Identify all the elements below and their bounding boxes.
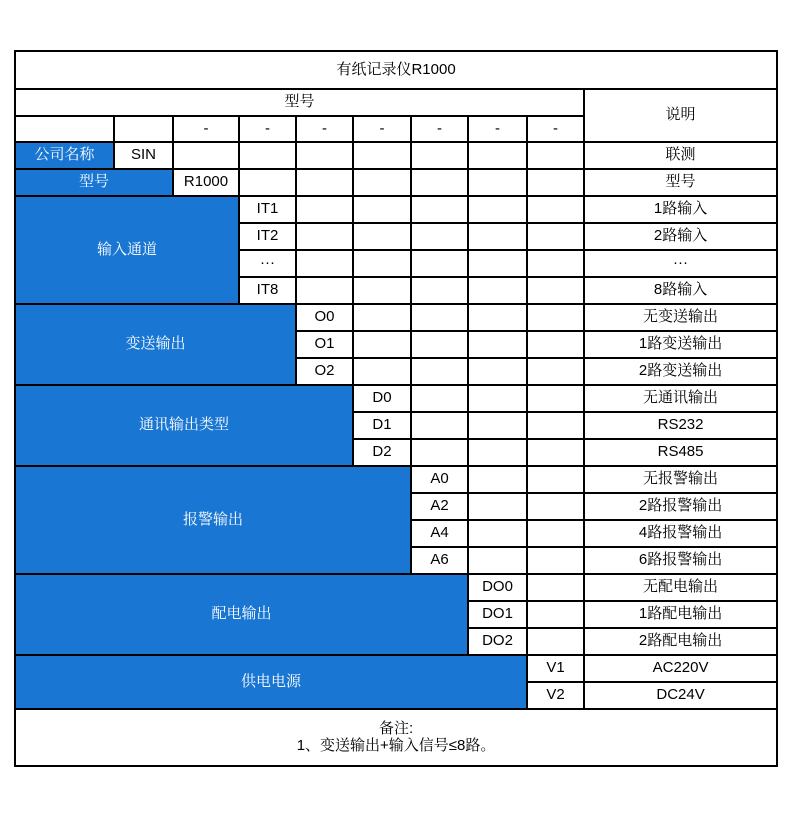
power-supply-row — [15, 655, 777, 682]
code-cell: ··· — [239, 250, 296, 277]
alarm-output-row — [15, 466, 777, 493]
empty-cell — [296, 277, 353, 304]
code-cell: D2 — [353, 439, 411, 466]
empty-cell — [296, 250, 353, 277]
code-cell-model: R1000 — [173, 169, 239, 196]
empty-cell — [527, 628, 584, 655]
empty-cell — [114, 116, 173, 142]
empty-cell — [527, 331, 584, 358]
dash-cell: - — [411, 116, 468, 142]
description-cell: 4路报警输出 — [584, 520, 777, 547]
empty-cell — [527, 169, 584, 196]
header-row — [15, 89, 777, 116]
empty-cell — [468, 385, 527, 412]
empty-cell — [411, 358, 468, 385]
empty-cell — [468, 493, 527, 520]
dash-cell: - — [353, 116, 411, 142]
empty-cell — [527, 466, 584, 493]
model-selection-table — [14, 50, 778, 767]
description-cell: 1路输入 — [584, 196, 777, 223]
empty-cell — [527, 574, 584, 601]
description-cell: 2路配电输出 — [584, 628, 777, 655]
model-row — [15, 169, 777, 196]
dash-cell: - — [468, 116, 527, 142]
description-cell: 2路报警输出 — [584, 493, 777, 520]
description-cell: RS232 — [584, 412, 777, 439]
group-label-comm-output: 通讯输出类型 — [15, 385, 353, 466]
empty-cell — [173, 142, 239, 169]
empty-cell — [411, 412, 468, 439]
code-cell: DO2 — [468, 628, 527, 655]
group-label-distribution-output: 配电输出 — [15, 574, 468, 655]
empty-cell — [353, 250, 411, 277]
code-cell: IT2 — [239, 223, 296, 250]
empty-cell — [468, 304, 527, 331]
empty-cell — [296, 196, 353, 223]
dash-cell: - — [173, 116, 239, 142]
code-cell: A2 — [411, 493, 468, 520]
empty-cell — [527, 601, 584, 628]
group-label-alarm-output: 报警输出 — [15, 466, 411, 574]
empty-cell — [527, 493, 584, 520]
empty-cell — [353, 277, 411, 304]
empty-cell — [527, 520, 584, 547]
empty-cell — [527, 250, 584, 277]
group-label-model: 型号 — [15, 169, 173, 196]
empty-cell — [468, 439, 527, 466]
notes-row — [15, 709, 777, 766]
code-cell: O1 — [296, 331, 353, 358]
empty-cell — [353, 142, 411, 169]
description-cell: 无通讯输出 — [584, 385, 777, 412]
empty-cell — [411, 196, 468, 223]
empty-cell — [468, 169, 527, 196]
empty-cell — [468, 358, 527, 385]
empty-cell — [411, 169, 468, 196]
group-label-input-channels: 输入通道 — [15, 196, 239, 304]
empty-cell — [527, 142, 584, 169]
description-cell: 6路报警输出 — [584, 547, 777, 574]
empty-cell — [353, 304, 411, 331]
description-cell: RS485 — [584, 439, 777, 466]
code-cell: D1 — [353, 412, 411, 439]
description-cell: 无配电输出 — [584, 574, 777, 601]
empty-cell — [468, 466, 527, 493]
description-cell: 无变送输出 — [584, 304, 777, 331]
model-header-cell: 型号 — [15, 89, 584, 116]
title-row — [15, 51, 777, 89]
empty-cell — [527, 439, 584, 466]
code-cell-company: SIN — [114, 142, 173, 169]
empty-cell — [411, 142, 468, 169]
code-cell: A0 — [411, 466, 468, 493]
dash-cell: - — [527, 116, 584, 142]
company-row — [15, 142, 777, 169]
description-cell: 8路输入 — [584, 277, 777, 304]
description-cell: 无报警输出 — [584, 466, 777, 493]
dash-cell: - — [296, 116, 353, 142]
empty-cell — [468, 196, 527, 223]
description-cell: ··· — [584, 250, 777, 277]
empty-cell — [353, 223, 411, 250]
transmit-output-row — [15, 304, 777, 331]
empty-cell — [527, 385, 584, 412]
empty-cell — [411, 250, 468, 277]
code-cell: IT8 — [239, 277, 296, 304]
empty-cell — [527, 412, 584, 439]
empty-cell — [527, 196, 584, 223]
empty-cell — [353, 358, 411, 385]
empty-cell — [353, 169, 411, 196]
empty-cell — [296, 223, 353, 250]
empty-cell — [468, 412, 527, 439]
empty-cell — [527, 547, 584, 574]
notes-cell — [15, 709, 777, 766]
empty-cell — [468, 277, 527, 304]
code-cell: D0 — [353, 385, 411, 412]
empty-cell — [527, 358, 584, 385]
empty-cell — [296, 169, 353, 196]
description-cell: 2路输入 — [584, 223, 777, 250]
empty-cell — [411, 277, 468, 304]
code-cell: A4 — [411, 520, 468, 547]
empty-cell — [468, 142, 527, 169]
code-cell: V2 — [527, 682, 584, 709]
empty-cell — [239, 169, 296, 196]
empty-cell — [468, 331, 527, 358]
empty-cell — [411, 331, 468, 358]
empty-cell — [527, 223, 584, 250]
empty-cell — [468, 250, 527, 277]
empty-cell — [411, 304, 468, 331]
empty-cell — [468, 223, 527, 250]
code-cell: IT1 — [239, 196, 296, 223]
empty-cell — [353, 196, 411, 223]
code-cell: O0 — [296, 304, 353, 331]
code-cell: O2 — [296, 358, 353, 385]
empty-cell — [468, 520, 527, 547]
code-cell: DO1 — [468, 601, 527, 628]
empty-cell — [527, 277, 584, 304]
empty-cell — [411, 439, 468, 466]
description-cell: DC24V — [584, 682, 777, 709]
empty-cell — [468, 547, 527, 574]
empty-cell — [296, 142, 353, 169]
empty-cell — [15, 116, 114, 142]
code-cell: V1 — [527, 655, 584, 682]
distribution-output-row — [15, 574, 777, 601]
empty-cell — [527, 304, 584, 331]
description-cell: 2路变送输出 — [584, 358, 777, 385]
group-label-transmit-output: 变送输出 — [15, 304, 296, 385]
group-label-power-supply: 供电电源 — [15, 655, 527, 709]
note-item: 1、变送输出+输入信号≤8路。 — [296, 736, 496, 754]
description-cell: 联测 — [584, 142, 777, 169]
description-cell: AC220V — [584, 655, 777, 682]
comm-output-row — [15, 385, 777, 412]
dash-cell: - — [239, 116, 296, 142]
description-cell: 型号 — [584, 169, 777, 196]
empty-cell — [239, 142, 296, 169]
empty-cell — [411, 385, 468, 412]
code-cell: A6 — [411, 547, 468, 574]
empty-cell — [353, 331, 411, 358]
group-label-company: 公司名称 — [15, 142, 114, 169]
input-channel-row — [15, 196, 777, 223]
page-title: 有纸记录仪R1000 — [15, 51, 777, 89]
code-cell: DO0 — [468, 574, 527, 601]
description-header-cell: 说明 — [584, 89, 777, 142]
empty-cell — [411, 223, 468, 250]
notes-heading: 备注: — [378, 720, 414, 737]
description-cell: 1路配电输出 — [584, 601, 777, 628]
description-cell: 1路变送输出 — [584, 331, 777, 358]
